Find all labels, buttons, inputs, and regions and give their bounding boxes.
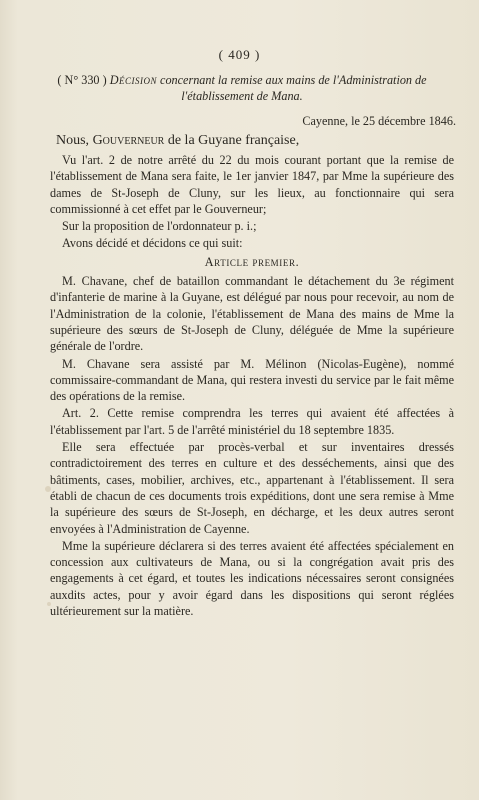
decision-number: ( N° 330 ): [57, 73, 107, 87]
paragraph-article-1: M. Chavane, chef de bataillon commandant le détachement du 3e régiment d'infanterie de marine à la Guyane, est délégué par nous pour recevoir, au nom de l'Administration de la colonie, l'établissement de Mana des mains de Mme la supérieure des sœurs de St-Joseph de Cluny, déléguée de Mme la supérieure générale de l'ordre.: [50, 274, 454, 354]
decision-title-rest: concernant la remise aux mains de l'Administration de l'établissement de Mana.: [160, 73, 427, 103]
nous-line: [56, 133, 456, 149]
place-date: Cayenne, le 25 décembre 1846.: [302, 114, 456, 128]
paragraph-superieure: Mme la supérieure déclarera si des terres avaient été affectées spécialement en concession aux cultivateurs de Mana, ou si la congrégation avait pris des engagements à cet égard, et toutes les indications nécessaires seront consignées auxdits actes, pour y avoir égard dans les dispositions qui seront réglées ultérieurement sur la matière.: [50, 538, 454, 619]
paper-spot: [47, 602, 51, 606]
paragraph-proposition: Sur la proposition de l'ordonnateur p. i.;: [62, 219, 257, 234]
paragraph-proces-verbal: Elle sera effectuée par procès-verbal et sur inventaires dressés contradictoirement des terres en culture et des desséchements, ainsi que des bâtiments, cases, mobilier, archives, etc., appartenant à l'établissement. Il sera établi de chacun de ces documents trois expéditions, dont une sera remise à Mme la supérieure des sœurs de St-Joseph, en décharge, et les deux autres seront envoyées à l'Administration de Cayenne.: [50, 440, 454, 536]
paper-spot: [45, 486, 51, 492]
document-body: [50, 152, 454, 620]
nous-rest: de la Guyane française,: [167, 133, 300, 148]
nous-prefix: Nous,: [56, 133, 90, 148]
paragraph-article-2: Art. 2. Cette remise comprendra les terres qui avaient été affectées à l'établissement par l'art. 5 de l'arrêté ministériel du 18 septembre 1835.: [50, 406, 454, 437]
decision-title-smallcaps: Décision: [109, 73, 157, 87]
paragraph-chavane-assiste: M. Chavane sera assisté par M. Mélinon (Nicolas-Eugène), nommé commissaire-commandant de Mana, qui restera investi du service par le fait même des opérations de la remise.: [50, 356, 454, 404]
decision-heading: [32, 72, 452, 104]
article-heading: Article premier.: [204, 254, 300, 269]
page-number: ( 409 ): [218, 47, 261, 62]
paragraph-avons-decide: Avons décidé et décidons ce qui suit:: [62, 236, 243, 251]
nous-title: Gouverneur: [92, 133, 165, 148]
paragraph-vu: Vu l'art. 2 de notre arrêté du 22 du mois courant portant que la remise de l'établissement de Mana sera faite, le 1er janvier 1847, par Mme la supérieure des dames de St-Joseph de Cluny, sur les lieux, au fonctionnaire qui sera commissionné à cet effet par le Gouverneur;: [50, 153, 454, 216]
